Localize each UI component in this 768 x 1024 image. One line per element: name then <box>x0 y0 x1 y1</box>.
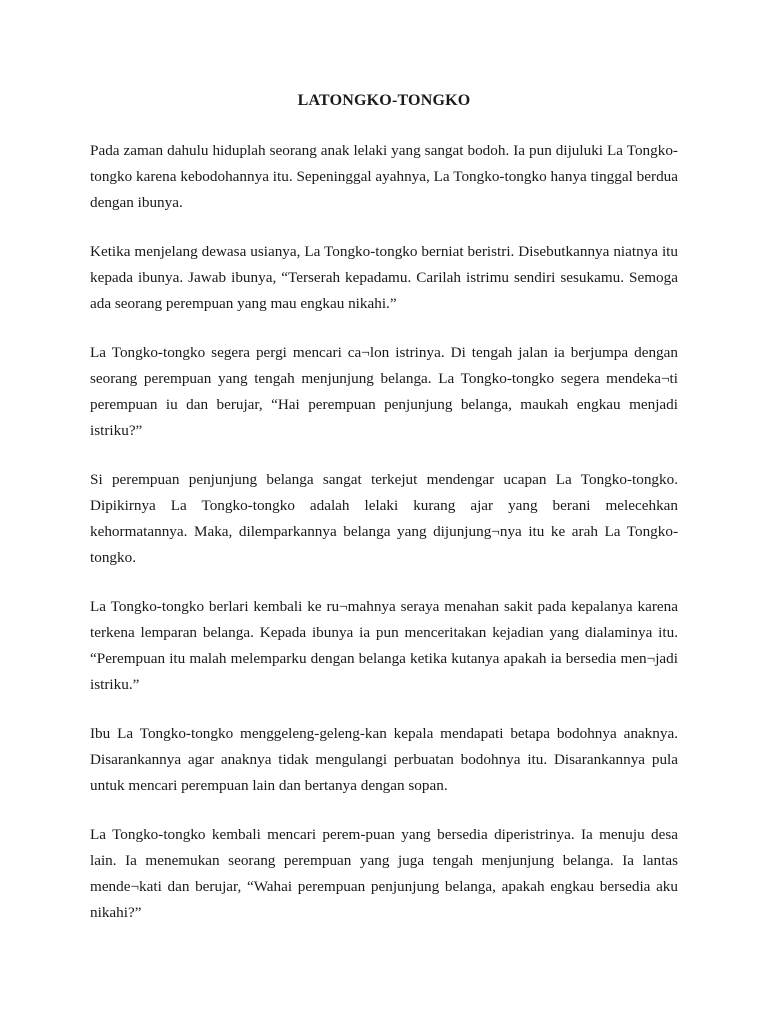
paragraph-2: Ketika menjelang dewasa usianya, La Tongko-tongko berniat beristri. Disebutkannya niatnya itu kepada ibunya. Jawab ibunya, “Terserah kepadamu. Carilah istrimu sendiri sesukamu. Semoga ada seorang perempuan yang mau engkau nikahi.” <box>90 243 678 312</box>
document-title: LATONGKO-TONGKO <box>297 92 471 109</box>
paragraph-4: Si perempuan penjunjung belanga sangat terkejut mendengar ucapan La Tongko-tongko. Dipikirnya La Tongko-tongko adalah lelaki kurang ajar yang berani melecehkan kehormatannya. Maka, dilemparkannya belanga yang dijunjung¬nya itu ke arah La Tongko-tongko. <box>90 471 678 566</box>
paragraph-1: Pada zaman dahulu hiduplah seorang anak lelaki yang sangat bodoh. Ia pun dijuluki La Tongko-tongko karena kebodohannya itu. Sepeninggal ayahnya, La Tongko-tongko hanya tinggal berdua dengan ibunya. <box>90 142 678 211</box>
paragraph-6: Ibu La Tongko-tongko menggeleng-geleng-kan kepala mendapati betapa bodohnya anaknya. Disarankannya agar anaknya tidak mengulangi perbuatan bodohnya itu. Disarankannya pula untuk mencari perempuan lain dan bertanya dengan sopan. <box>90 725 678 794</box>
document-body <box>90 138 678 949</box>
paragraph-5: La Tongko-tongko berlari kembali ke ru¬mahnya seraya menahan sakit pada kepalanya karena terkena lemparan belanga. Kepada ibunya ia pun menceritakan kejadian yang dialaminya itu. “Perempuan itu malah melemparku dengan belanga ketika kutanya apakah ia bersedia men¬jadi istriku.” <box>90 598 678 693</box>
paragraph-3: La Tongko-tongko segera pergi mencari ca¬lon istrinya. Di tengah jalan ia berjumpa dengan seorang perempuan yang tengah menjunjung belanga. La Tongko-tongko segera mendeka¬ti perempuan iu dan berujar, “Hai perempuan penjunjung belanga, maukah engkau menjadi istriku?” <box>90 344 678 439</box>
paragraph-7: La Tongko-tongko kembali mencari perem-puan yang bersedia diperistrinya. Ia menuju desa lain. Ia menemukan seorang perempuan yang juga tengah menjunjung belanga. Ia lantas mende¬kati dan berujar, “Wahai perempuan penjunjung belanga, apakah engkau bersedia aku nikahi?” <box>90 826 678 921</box>
